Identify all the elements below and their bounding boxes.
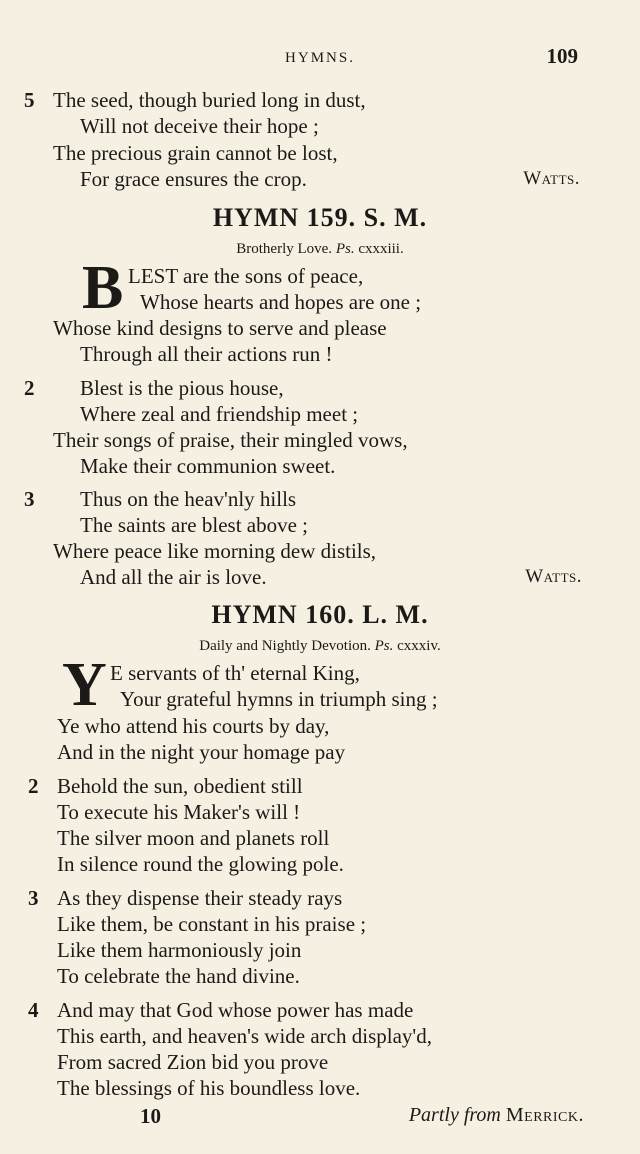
drop-cap: Y bbox=[62, 651, 107, 719]
verse-line: E servants of th' eternal King, bbox=[110, 661, 360, 685]
attribution-name: Merrick. bbox=[505, 1104, 584, 1126]
verse-line: The silver moon and planets roll bbox=[57, 826, 330, 850]
verse-line: Where zeal and friendship meet ; bbox=[80, 402, 359, 426]
stanza-number: 2 bbox=[24, 376, 35, 400]
subtitle-text: Daily and Nightly Devotion. bbox=[199, 638, 371, 654]
footer-attribution bbox=[409, 1104, 584, 1127]
verse-line: Like them, be constant in his praise ; bbox=[57, 912, 367, 936]
hymn-title: HYMN 159. S. M. bbox=[212, 203, 428, 232]
verse-line: The seed, though buried long in dust, bbox=[53, 88, 366, 112]
stanza-number: 3 bbox=[28, 886, 39, 910]
subtitle-ref: Ps. bbox=[374, 638, 394, 654]
page-number: 109 bbox=[546, 44, 578, 68]
verse-line: As they dispense their steady rays bbox=[57, 886, 343, 910]
verse-line: Where peace like morning dew distils, bbox=[53, 539, 377, 563]
subtitle-num: cxxxiv. bbox=[397, 638, 441, 654]
verse-line: Behold the sun, obedient still bbox=[57, 774, 303, 798]
verse-line: Their songs of praise, their mingled vows, bbox=[53, 428, 408, 452]
verse-line: Blest is the pious house, bbox=[80, 376, 284, 400]
hymn-title: HYMN 160. L. M. bbox=[211, 600, 429, 629]
verse-line: The saints are blest above ; bbox=[80, 513, 309, 537]
verse-line: Ye who attend his courts by day, bbox=[57, 714, 330, 738]
subtitle-ref: Ps. bbox=[335, 241, 355, 257]
verse-line: The precious grain cannot be lost, bbox=[53, 141, 338, 165]
verse-line: Whose kind designs to serve and please bbox=[53, 316, 387, 340]
verse-line: For grace ensures the crop. bbox=[80, 167, 307, 191]
verse-line: The blessings of his boundless love. bbox=[57, 1076, 361, 1100]
verse-line: And all the air is love. bbox=[80, 565, 267, 589]
running-head-title: HYMNS. bbox=[285, 50, 355, 66]
subtitle-num: cxxxiii. bbox=[358, 241, 404, 257]
verse-line: To execute his Maker's will ! bbox=[57, 800, 301, 824]
author-attribution: Watts. bbox=[523, 168, 580, 189]
verse-line: To celebrate the hand divine. bbox=[57, 964, 300, 988]
subtitle-text: Brotherly Love. bbox=[236, 241, 333, 257]
author-attribution: Watts. bbox=[525, 566, 582, 587]
verse-line: Thus on the heav'nly hills bbox=[80, 487, 297, 511]
verse-line: LEST are the sons of peace, bbox=[128, 264, 364, 288]
verse-line: Will not deceive their hope ; bbox=[80, 114, 319, 138]
signature-mark: 10 bbox=[140, 1104, 161, 1128]
verse-line: In silence round the glowing pole. bbox=[57, 852, 344, 876]
stanza-number: 4 bbox=[28, 998, 39, 1022]
verse-line: From sacred Zion bid you prove bbox=[57, 1050, 329, 1074]
stanza-number: 2 bbox=[28, 774, 39, 798]
verse-line: Make their communion sweet. bbox=[80, 454, 336, 478]
verse-line: And in the night your homage pay bbox=[57, 740, 346, 764]
attribution-prefix: Partly from bbox=[408, 1104, 501, 1126]
stanza-number: 3 bbox=[24, 487, 35, 511]
verse-line: Whose hearts and hopes are one ; bbox=[140, 290, 422, 314]
verse-line: Like them harmoniously join bbox=[57, 938, 302, 962]
drop-cap: B bbox=[82, 254, 124, 322]
verse-line: Your grateful hymns in triumph sing ; bbox=[120, 687, 438, 711]
verse-line: Through all their actions run ! bbox=[80, 342, 333, 366]
stanza-number: 5 bbox=[24, 88, 35, 112]
verse-line: And may that God whose power has made bbox=[57, 998, 414, 1022]
verse-line: This earth, and heaven's wide arch display'd, bbox=[57, 1024, 432, 1048]
